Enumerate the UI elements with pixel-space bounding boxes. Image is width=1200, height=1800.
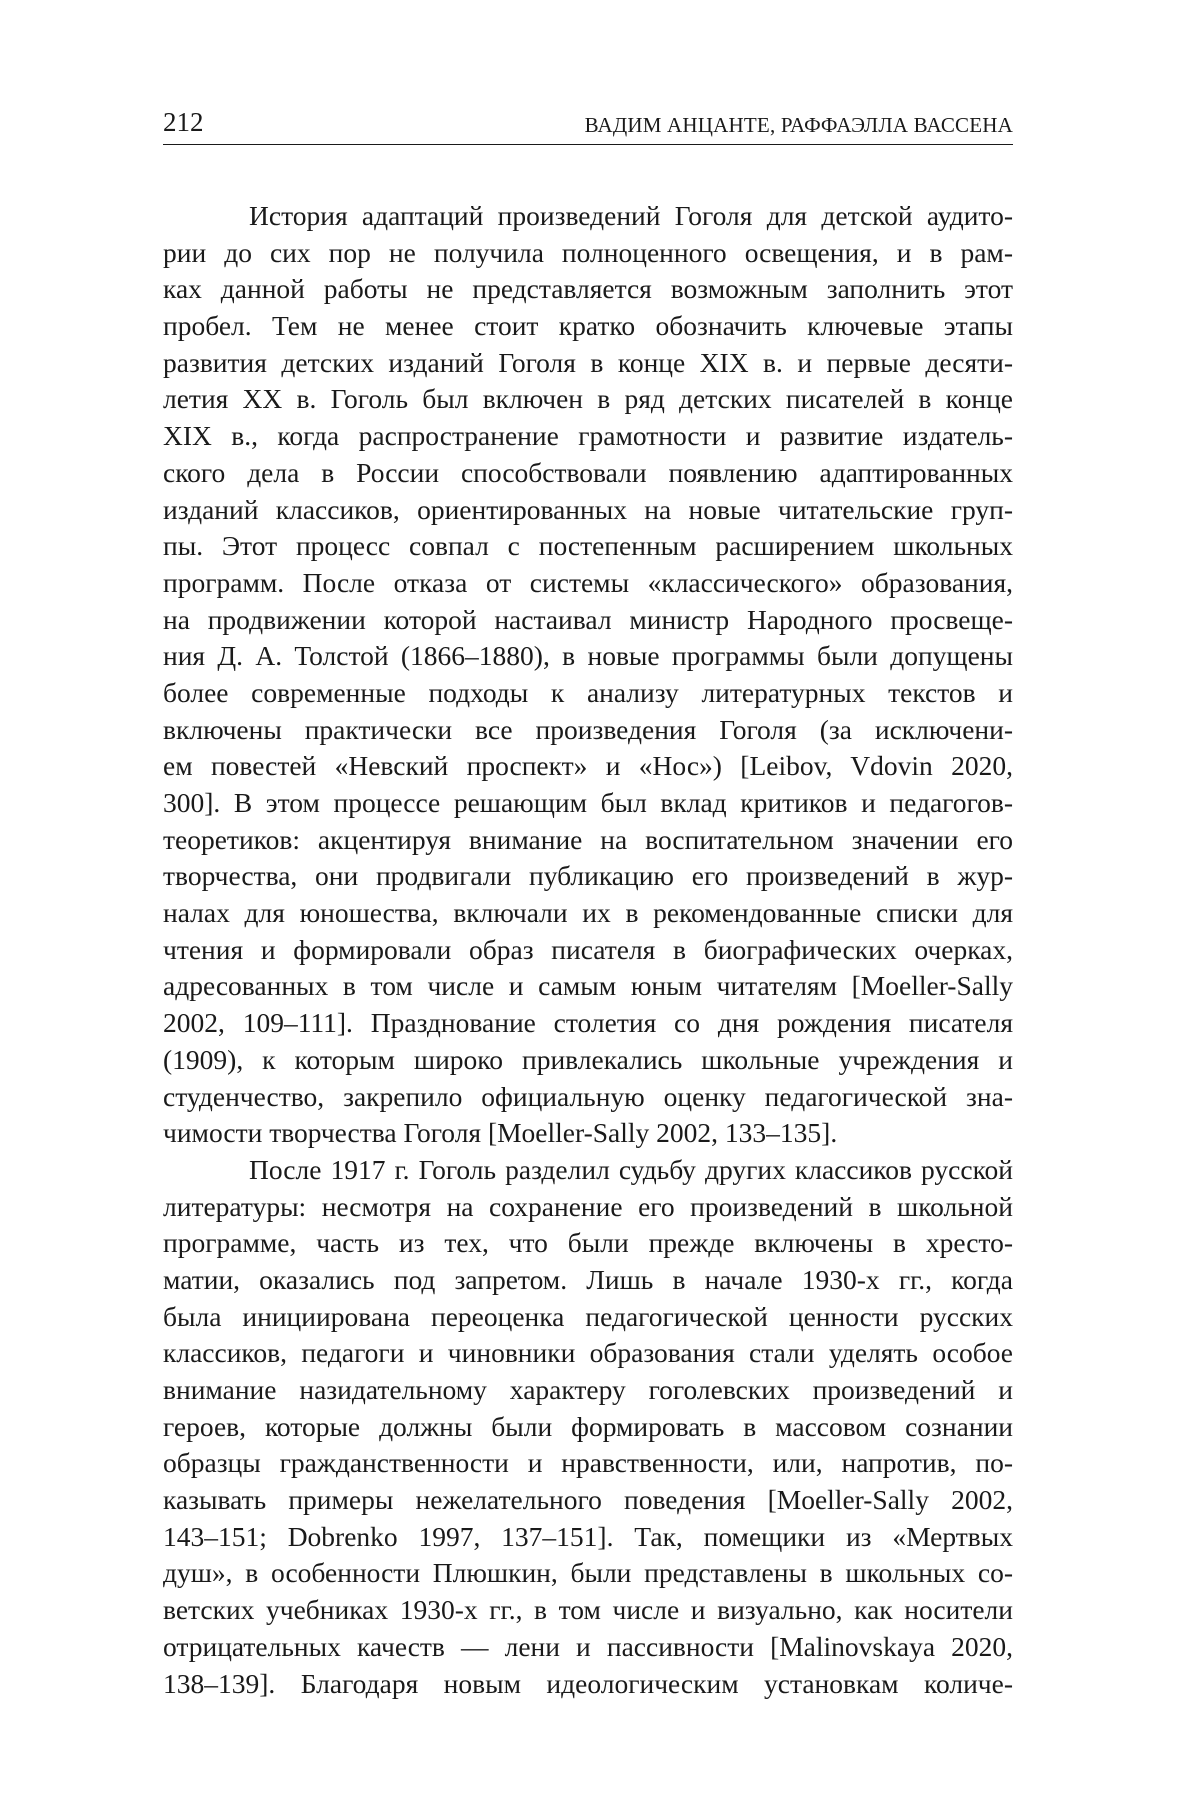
text-line: ния Д. А. Толстой (1866–1880), в новые программы были допущены (163, 640, 1013, 672)
text-line: 143–151; Dobrenko 1997, 137–151]. Так, помещики из «Мертвых (163, 1520, 1013, 1552)
text-line: адресованных в том числе и самым юным читателям [Moeller-Sally (163, 970, 1013, 1002)
text-line: развития детских изданий Гоголя в конце XIX в. и первые десяти- (163, 346, 1013, 378)
text-line: душ», в особенности Плюшкин, были представлены в школьных со- (163, 1557, 1013, 1589)
text-line: более современные подходы к анализу литературных текстов и (163, 676, 1013, 708)
text-line: пы. Этот процесс совпал с постепенным расширением школьных (163, 530, 1013, 562)
text-line: рии до сих пор не получила полноценного освещения, и в рам- (163, 236, 1013, 268)
text-line: казывать примеры нежелательного поведения [Moeller-Sally 2002, (163, 1484, 1013, 1516)
text-line: программе, часть из тех, что были прежде включены в хресто- (163, 1227, 1013, 1259)
page-number: 212 (163, 107, 204, 137)
text-line: на продвижении которой настаивал министр Народного просвеще- (163, 603, 1013, 635)
text-line: чимости творчества Гоголя [Moeller-Sally 2002, 133–135]. (163, 1117, 838, 1149)
text-line: литературы: несмотря на сохранение его произведений в школьной (163, 1190, 1013, 1222)
text-line: 300]. В этом процессе решающим был вклад критиков и педагогов- (163, 787, 1013, 818)
text-line: (1909), к которым широко привлекались школьные учреждения и (163, 1043, 1013, 1075)
header-authors: ВАДИМ АНЦАНТЕ, РАФФАЭЛЛА ВАССЕНА (584, 113, 1013, 137)
text-line: летия XX в. Гоголь был включен в ряд детских писателей в конце (163, 383, 1013, 415)
text-line: 2002, 109–111]. Празднование столетия со дня рождения писателя (163, 1007, 1013, 1039)
text-line: 138–139]. Благодаря новым идеологическим установкам количе- (163, 1667, 1013, 1699)
text-line: XIX в., когда распространение грамотности и развитие издатель- (163, 420, 1013, 452)
text-line: матии, оказались под запретом. Лишь в начале 1930-х гг., когда (163, 1263, 1013, 1295)
text-line: отрицательных качеств — лени и пассивности [Malinovskaya 2020, (163, 1630, 1013, 1662)
text-line: ского дела в России способствовали появлению адаптированных (163, 456, 1013, 488)
text-line: программ. После отказа от системы «классического» образования, (163, 566, 1013, 598)
text-line: героев, которые должны были формировать в массовом сознании (163, 1410, 1013, 1442)
running-header (163, 104, 1013, 145)
text-line: внимание назидательному характеру гоголевских произведений и (163, 1374, 1013, 1405)
text-line: налах для юношества, включали их в рекомендованные списки для (163, 897, 1013, 929)
text-line: изданий классиков, ориентированных на новые читательские груп- (163, 493, 1013, 525)
text-line: классиков, педагоги и чиновники образования стали уделять особое (163, 1337, 1013, 1369)
text-line: творчества, они продвигали публикацию его произведений в жур- (163, 860, 1013, 892)
text-line: ках данной работы не представляется возможным заполнить этот (163, 273, 1013, 305)
text-line: ем повестей «Невский проспект» и «Нос») [Leibov, Vdovin 2020, (163, 750, 1013, 782)
text-line: После 1917 г. Гоголь разделил судьбу других классиков русской (249, 1153, 1013, 1185)
paragraph-1 (163, 198, 1013, 1152)
text-line: была инициирована переоценка педагогической ценности русских (163, 1300, 1013, 1332)
body-text (163, 198, 1013, 1702)
text-line: пробел. Тем не менее стоит кратко обозначить ключевые этапы (163, 310, 1013, 342)
paragraph-2 (163, 1152, 1013, 1702)
text-line: чтения и формировали образ писателя в биографических очерках, (163, 933, 1013, 965)
text-line: История адаптаций произведений Гоголя для детской аудито- (249, 200, 1013, 231)
text-line: образцы гражданственности и нравственности, или, напротив, по- (163, 1447, 1013, 1479)
text-line: включены практически все произведения Гоголя (за исключени- (163, 713, 1013, 745)
text-line: ветских учебниках 1930-х гг., в том числе и визуально, как носители (163, 1594, 1013, 1626)
text-line: студенчество, закрепило официальную оценку педагогической зна- (163, 1080, 1013, 1112)
text-line: теоретиков: акцентируя внимание на воспитательном значении его (163, 823, 1013, 855)
